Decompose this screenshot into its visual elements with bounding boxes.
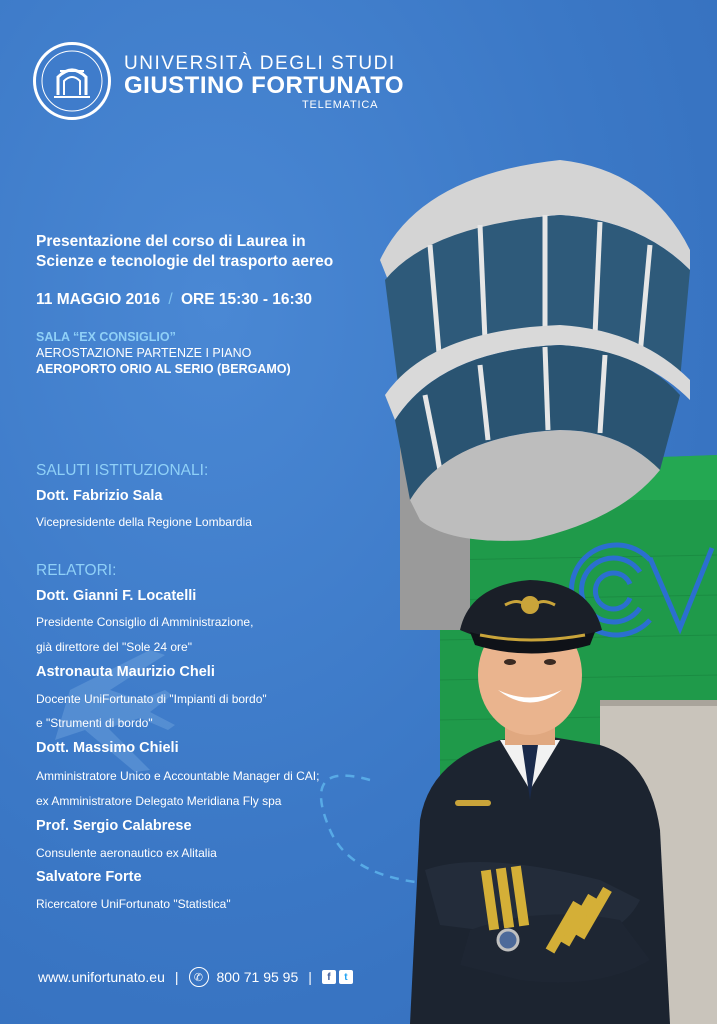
speaker-role-line2: e "Strumenti di bordo": [36, 716, 153, 730]
event-title: [36, 232, 396, 272]
phone-number[interactable]: 800 71 95 95: [216, 969, 299, 985]
greetings-name: Dott. Fabrizio Sala: [36, 488, 163, 504]
speaker-role-line1: Docente UniFortunato di "Impianti di bordo": [36, 692, 267, 706]
speaker-name: Dott. Massimo Chieli: [36, 740, 179, 756]
footer-separator: |: [174, 969, 179, 985]
event-datetime: [36, 291, 312, 309]
speaker-name: Astronauta Maurizio Cheli: [36, 664, 215, 680]
greetings-heading: SALUTI ISTITUZIONALI:: [36, 462, 209, 479]
speaker-name: Salvatore Forte: [36, 869, 142, 885]
event-title-line2: Scienze e tecnologie del trasporto aereo: [36, 253, 334, 270]
event-date: 11 MAGGIO 2016: [36, 291, 161, 308]
speaker-role-line1: Amministratore Unico e Accountable Manager di CAI;: [36, 769, 320, 783]
venue-floor: AEROSTAZIONE PARTENZE I PIANO: [36, 346, 252, 360]
twitter-icon[interactable]: t: [339, 970, 353, 984]
event-time: ORE 15:30 - 16:30: [181, 291, 312, 308]
university-name-line1: UNIVERSITÀ DEGLI STUDI: [124, 53, 396, 74]
venue-airport: AEROPORTO ORIO AL SERIO (BERGAMO): [36, 362, 291, 376]
speaker-role-line2: ex Amministratore Delegato Meridiana Fly spa: [36, 794, 282, 808]
speaker-role-line1: Presidente Consiglio di Amministrazione,: [36, 615, 254, 629]
footer-contacts: [38, 966, 356, 988]
speaker-name: Dott. Gianni F. Locatelli: [36, 588, 197, 604]
speaker-role-line1: Consulente aeronautico ex Alitalia: [36, 846, 217, 860]
tower-cab: [380, 160, 690, 541]
university-seal-icon[interactable]: [33, 42, 111, 120]
speaker-name: Prof. Sergio Calabrese: [36, 818, 192, 834]
speaker-role-line1: Ricercatore UniFortunato "Statistica": [36, 897, 231, 911]
speaker-role-line2: già direttore del "Sole 24 ore": [36, 640, 192, 654]
event-title-line1: Presentazione del corso di Laurea in: [36, 233, 306, 250]
university-name-line3: TELEMATICA: [302, 99, 379, 111]
university-name-line2: GIUSTINO FORTUNATO: [124, 72, 405, 99]
date-separator: /: [168, 291, 173, 308]
website-link[interactable]: www.unifortunato.eu: [38, 969, 165, 985]
venue-room: SALA “EX CONSIGLIO”: [36, 330, 176, 344]
speakers-heading: RELATORI:: [36, 562, 117, 579]
footer-separator: |: [308, 969, 312, 985]
phone-icon: ✆: [189, 967, 209, 987]
facebook-icon[interactable]: f: [322, 970, 336, 984]
greetings-role: Vicepresidente della Regione Lombardia: [36, 515, 252, 529]
